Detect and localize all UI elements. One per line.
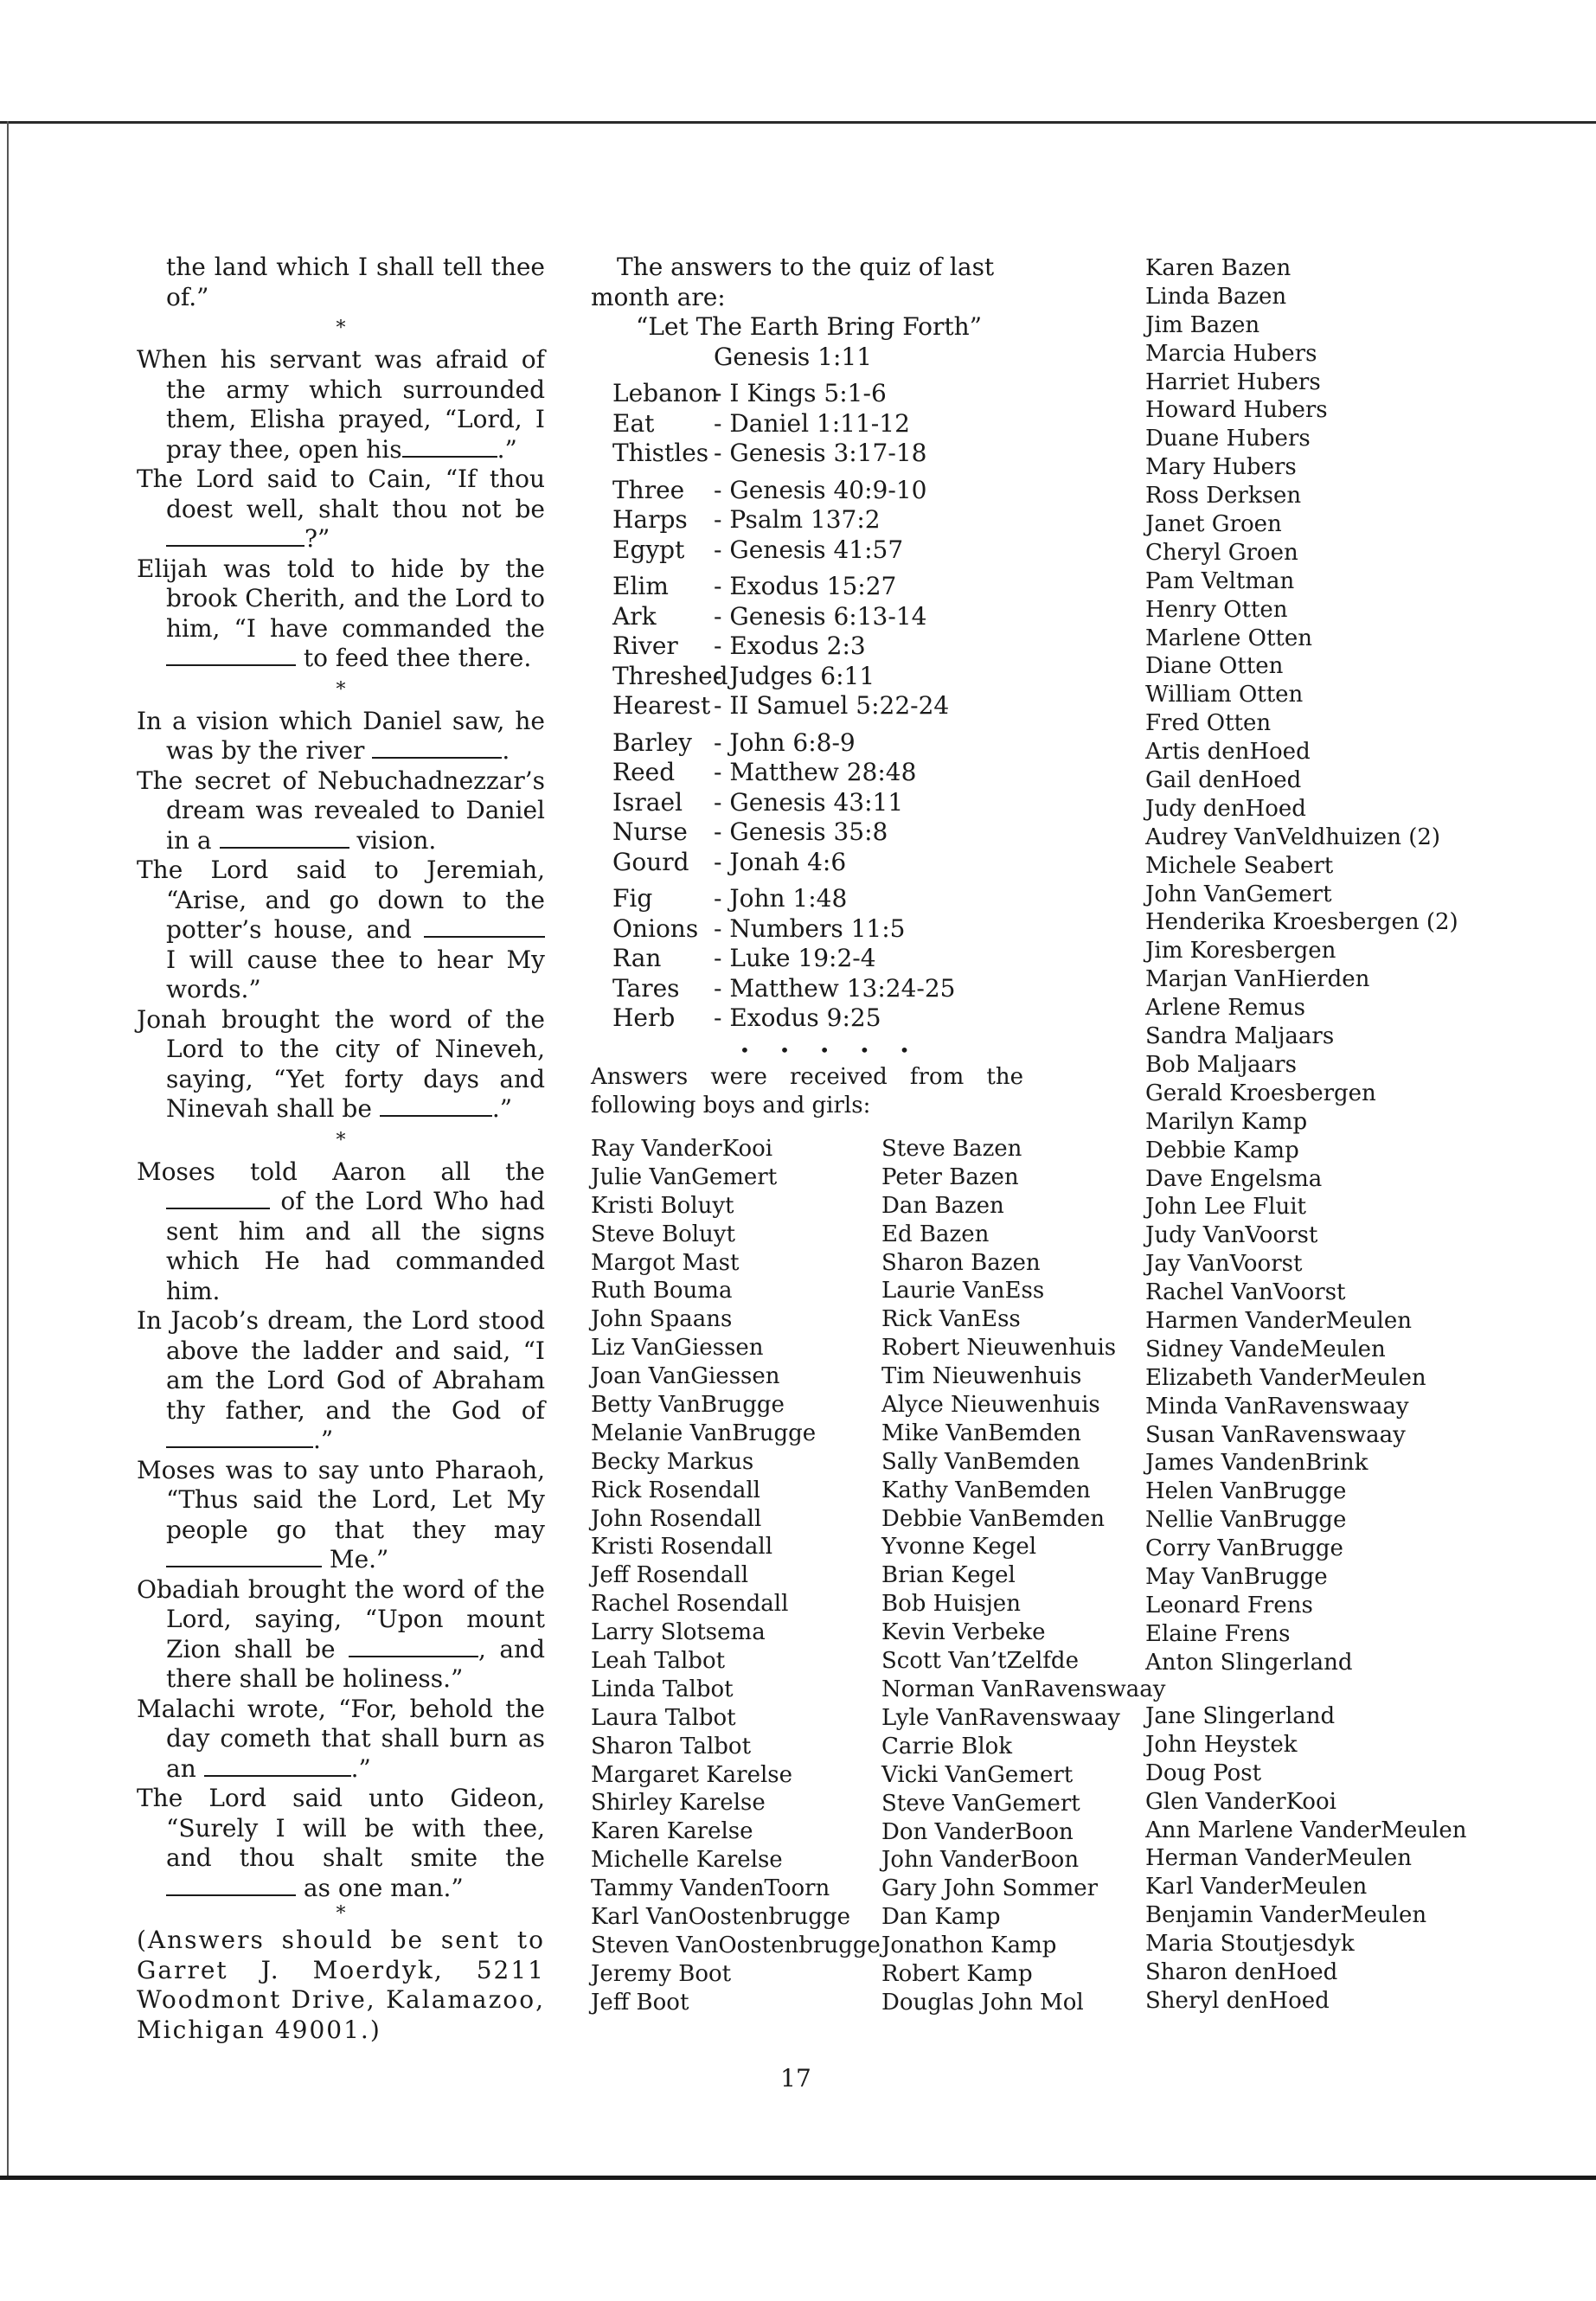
list-item: Ray VanderKooi [591,1136,773,1162]
answer-reference: - Matthew 28:48 [714,758,917,786]
list-item: Dan Kamp [881,1904,1001,1931]
answer-row [591,884,1144,914]
list-item: James VandenBrink [1145,1450,1368,1477]
answer-reference: - John 6:8-9 [714,727,856,757]
separator-dots: • • • • • [740,1039,922,1061]
list-item: Gerald Kroesbergen [1145,1080,1376,1106]
answer-row [591,476,1144,506]
answer-word: Thistles [612,439,709,467]
answer-group [591,728,1144,878]
answer-row [591,662,1144,692]
quiz-question: Moses told Aaron all the of the Lord Who had sent him and all the signs which He had commanded him. [137,1157,545,1305]
answer-row [591,535,1144,566]
answer-row [591,944,1144,974]
quiz-question: The Lord said unto Gideon, “Surely I will be with thee, and thou shalt smite the as one man.” [137,1784,545,1902]
list-item: Mike VanBemden [881,1420,1081,1446]
answer-word: Egypt [612,535,685,564]
separator-star: * [336,1129,346,1151]
list-item: Kristi Rosendall [591,1534,773,1561]
answer-word: Herb [612,1003,676,1032]
answer-row [591,914,1144,945]
list-item: Henry Otten [1145,596,1288,623]
answer-reference: - Genesis 41:57 [714,535,904,564]
answer-row [591,409,1144,439]
list-item: Rick Rosendall [591,1477,760,1503]
answer-word: Elim [612,572,669,600]
question-fragment: the land which I shall tell thee of.” [166,253,545,311]
answer-word: Ark [612,601,657,631]
answer-word: Threshed [612,661,728,690]
list-item: Artis denHoed [1145,739,1311,766]
list-item: Bob Huisjen [881,1591,1021,1618]
answer-row [591,602,1144,632]
list-item: Rachel VanVoorst [1145,1279,1346,1306]
list-item: Glen VanderKooi [1145,1788,1336,1815]
answer-reference: - Luke 19:2-4 [714,944,876,972]
list-item: Leonard Frens [1145,1592,1313,1618]
answers-intro: The answers to the quiz of last [617,253,995,281]
list-item: William Otten [1145,682,1304,708]
answer-row [591,974,1144,1004]
list-item: Laura Talbot [591,1704,736,1731]
separator-star: * [336,317,346,339]
answer-reference: - John 1:48 [714,884,848,913]
list-item: Rachel Rosendall [591,1591,789,1618]
answer-blank [204,1759,351,1777]
quiz-question: In Jacob’s dream, the Lord stood above the ladder and said, “I am the Lord God of Abraham thy father, and the God of .” [137,1306,545,1454]
names-list-d [1145,1702,1466,2016]
list-item: Ruth Bouma [591,1278,733,1304]
answer-reference: - Genesis 3:17-18 [714,439,927,467]
list-item: Melanie VanBrugge [591,1420,817,1446]
list-item: Ed Bazen [881,1221,990,1247]
list-item: Vicki VanGemert [881,1761,1074,1788]
list-item: John Rosendall [591,1505,762,1532]
answer-word: Lebanon [612,379,719,407]
list-item: Ross Derksen [1145,483,1302,510]
list-item: Dave Engelsma [1145,1165,1323,1192]
quiz-question: The Lord said to Jeremiah, “Arise, and go down to the potter’s house, and I will cause thee to hear My words.” [137,856,545,1003]
answer-row [591,505,1144,535]
list-item: Jeff Rosendall [591,1562,749,1589]
list-item: Maria Stoutjesdyk [1145,1931,1355,1958]
answers-intro-cont: month are: [591,282,726,311]
scan-margin-top [0,0,1596,121]
list-item: Michele Seabert [1145,852,1334,879]
list-item: Nellie VanBrugge [1145,1507,1347,1534]
names-list-a [591,1135,881,2017]
list-item: Sharon denHoed [1145,1959,1338,1986]
answer-reference: - Psalm 137:2 [714,505,881,534]
list-item: Harriet Hubers [1145,369,1321,395]
answer-reference: - Numbers 11:5 [714,913,906,943]
list-item: Corry VanBrugge [1145,1535,1343,1562]
list-item: Julie VanGemert [591,1163,778,1190]
quiz-question: In a vision which Daniel saw, he was by the river . [137,706,545,765]
list-item: Kathy VanBemden [881,1477,1091,1503]
quiz-question: When his servant was afraid of the army which surrounded them, Elisha prayed, “Lord, I pray thee, open his .” [137,345,545,464]
list-item: Becky Markus [591,1448,754,1475]
answer-row [591,439,1144,469]
list-item: Gary John Sommer [881,1875,1099,1902]
list-item: Marjan VanHierden [1145,966,1370,993]
list-item: Margot Mast [591,1249,740,1276]
list-item: Duane Hubers [1145,426,1311,452]
list-item: Gail denHoed [1145,767,1302,794]
answer-reference: - I Kings 5:1-6 [714,379,887,407]
answer-word: Tares [612,973,680,1003]
answer-row [591,788,1144,818]
list-item: Larry Slotsema [591,1619,766,1646]
list-item: Jonathon Kamp [881,1932,1057,1959]
quiz-question: Moses was to say unto Pharaoh, “Thus said the Lord, Let My people go that they may Me.” [137,1455,545,1574]
answer-group [591,884,1144,1034]
list-item: Sandra Maljaars [1145,1023,1335,1050]
list-item: Scott Van’tZelfde [881,1648,1079,1675]
answer-row [591,848,1144,878]
list-item: Karl VanderMeulen [1145,1874,1368,1900]
list-item: Alyce Nieuwenhuis [881,1392,1100,1419]
list-item: Don VanderBoon [881,1818,1074,1845]
names-list-b [881,1135,1116,1676]
answer-word: Eat [612,408,655,438]
list-item: Pam Veltman [1145,567,1295,594]
answer-blank [166,1431,313,1448]
names-list-c [1145,254,1458,1677]
list-item: Jeff Boot [591,1989,689,2016]
answer-blank [220,831,349,849]
list-item: Brian Kegel [881,1562,1016,1589]
list-item: John VanderBoon [881,1847,1080,1874]
list-item: Harmen VanderMeulen [1145,1307,1412,1334]
list-item: Sally VanBemden [881,1448,1080,1475]
list-item: Marlene Otten [1145,625,1312,651]
list-item: Shirley Karelse [591,1790,766,1817]
page-number: 17 [780,2064,811,2093]
list-item: May VanBrugge [1145,1563,1328,1590]
list-item: Linda Bazen [1145,283,1287,310]
list-item: Jane Slingerland [1145,1703,1336,1729]
answer-blank [166,529,304,547]
list-item: John Heystek [1145,1731,1298,1758]
answer-reference: - Exodus 2:3 [714,631,866,660]
list-item: Peter Bazen [881,1163,1019,1190]
list-item: Margaret Karelse [591,1761,793,1788]
list-item: Ann Marlene VanderMeulen [1145,1817,1467,1843]
answer-reference: - Exodus 15:27 [714,572,897,600]
list-item: Minda VanRavenswaay [1145,1393,1409,1420]
list-item: Herman VanderMeulen [1145,1845,1412,1872]
answer-blank [372,741,502,759]
answer-reference: - Judges 6:11 [714,661,875,690]
list-item: Douglas John Mol [881,1989,1084,2016]
list-item: Cheryl Groen [1145,539,1298,566]
answer-reference: - II Samuel 5:22-24 [714,691,950,720]
list-item: Elizabeth VanderMeulen [1145,1364,1426,1391]
answer-group [591,476,1144,566]
answer-reference: - Matthew 13:24-25 [714,973,956,1003]
answer-word: River [612,631,678,660]
answer-word: Gourd [612,847,689,876]
answer-blank [402,440,497,458]
answer-word: Three [612,475,685,504]
list-item: John Spaans [591,1306,733,1333]
answer-word: Nurse [612,817,688,846]
answer-blank [166,1879,296,1896]
quiz-question: Jonah brought the word of the Lord to the city of Nineveh, saying, “Yet forty days and Ninevah shall be .” [137,1004,545,1123]
answer-row [591,379,1144,409]
list-item: Jeremy Boot [591,1960,732,1987]
answer-reference: - Exodus 9:25 [714,1003,881,1032]
quiz-title: “Let The Earth Bring Forth” [636,312,983,341]
list-item: Janet Groen [1145,511,1282,538]
list-item: Diane Otten [1145,653,1284,680]
list-item: Lyle VanRavenswaay [881,1705,1120,1731]
answer-group [591,379,1144,469]
list-item: Robert Nieuwenhuis [881,1335,1117,1362]
answer-blank [424,920,545,938]
list-item: Joan VanGiessen [591,1363,780,1390]
list-item: Karen Karelse [591,1818,753,1845]
list-item: Laurie VanEss [881,1278,1045,1304]
list-item: Mary Hubers [1145,454,1297,481]
list-item: Susan VanRavenswaay [1145,1421,1406,1448]
answer-reference: - Daniel 1:11-12 [714,408,910,438]
received-intro: Answers were received from the following boys and girls: [591,1063,1023,1118]
answer-word: Reed [612,758,676,786]
list-item: Michelle Karelse [591,1847,783,1874]
list-item: Marilyn Kamp [1145,1108,1308,1135]
answer-blank [349,1640,478,1657]
list-item: Yvonne Kegel [881,1534,1037,1561]
list-item: Kevin Verbeke [881,1619,1046,1646]
list-item: Debbie Kamp [1145,1137,1299,1163]
quiz-questions-column [137,253,545,2045]
quiz-question: The Lord said to Cain, “If thou doest well, shalt thou not be ?” [137,465,545,553]
quiz-reference: Genesis 1:11 [714,342,873,371]
answer-reference: - Genesis 35:8 [714,817,888,846]
answer-word: Onions [612,913,699,943]
mailing-address: (Answers should be sent to Garret J. Moerdyk, 5211 Woodmont Drive, Kalamazoo, Michigan 49001.) [137,1926,545,2044]
list-item: Jay VanVoorst [1145,1251,1303,1278]
list-item: Henderika Kroesbergen (2) [1145,909,1458,936]
answer-reference: - Genesis 43:11 [714,787,904,817]
answer-word: Israel [612,787,683,817]
list-item: Judy VanVoorst [1145,1222,1318,1249]
quiz-question: Elijah was told to hide by the brook Cherith, and the Lord to him, “I have commanded the to feed thee there. [137,554,545,672]
list-item: Judy denHoed [1145,795,1306,822]
list-item: Liz VanGiessen [591,1335,764,1362]
answer-row [591,728,1144,759]
answer-word: Fig [612,884,653,913]
list-item: Helen VanBrugge [1145,1478,1347,1505]
answer-word: Barley [612,727,692,757]
answer-row [591,572,1144,602]
page-edge-top [0,121,1596,124]
list-item: Fred Otten [1145,710,1272,737]
list-item: Doug Post [1145,1759,1262,1786]
page-edge-left [7,121,9,2178]
list-item: Betty VanBrugge [591,1392,785,1419]
list-item: Audrey VanVeldhuizen (2) [1145,824,1441,850]
answers-column [591,253,1144,1120]
answer-word: Ran [612,944,662,972]
list-item: John VanGemert [1145,881,1332,907]
separator-star: * [336,678,346,701]
list-item: Steven VanOostenbrugge [591,1932,881,1958]
list-item: Rick VanEss [881,1306,1021,1333]
list-item: Karl VanOostenbrugge [591,1904,850,1931]
list-item: Jim Bazen [1145,311,1260,338]
quiz-question: Obadiah brought the word of the Lord, saying, “Upon mount Zion shall be , and there shall be holiness.” [137,1574,546,1693]
list-item: Carrie Blok [881,1733,1013,1759]
list-item: Sheryl denHoed [1145,1987,1330,2014]
list-item: Benjamin VanderMeulen [1145,1902,1427,1929]
list-item: Anton Slingerland [1145,1649,1353,1676]
quiz-question: Malachi wrote, “For, behold the day cometh that shall burn as an .” [137,1694,545,1783]
list-item: Tim Nieuwenhuis [881,1363,1082,1390]
list-item: Karen Bazen [1145,255,1292,281]
answer-reference: - Genesis 40:9-10 [714,475,927,504]
list-item: Steve Bazen [881,1136,1022,1162]
answer-blank [380,1099,492,1117]
list-item: Norman VanRavenswaay [881,1676,1166,1702]
list-item: Arlene Remus [1145,995,1306,1022]
list-item: Debbie VanBemden [881,1505,1106,1532]
answer-blank [166,1192,270,1209]
answer-row [591,1003,1144,1034]
list-item: Bob Maljaars [1145,1051,1297,1078]
list-item: Marcia Hubers [1145,340,1317,367]
names-list-b2 [881,1704,1120,2017]
list-item: Linda Talbot [591,1676,734,1702]
answer-word: Harps [612,505,688,534]
list-item: Sidney VandeMeulen [1145,1336,1386,1362]
quiz-question: The secret of Nebuchadnezzar’s dream was revealed to Daniel in a vision. [137,766,545,855]
list-item: John Lee Fluit [1145,1194,1306,1221]
answer-blank [166,649,296,666]
list-item: Leah Talbot [591,1648,726,1675]
list-item: Howard Hubers [1145,397,1328,424]
separator-star: * [336,1903,346,1925]
answer-blank [166,1550,322,1567]
page-edge-bottom [0,2176,1596,2180]
answer-word: Hearest [612,691,711,720]
answer-row [591,817,1144,848]
list-item: Sharon Talbot [591,1733,752,1759]
list-item: Tammy VandenToorn [591,1875,830,1902]
list-item: Sharon Bazen [881,1249,1041,1276]
answer-reference: - Genesis 6:13-14 [714,601,927,631]
list-item: Robert Kamp [881,1961,1033,1988]
list-item: Jim Koresbergen [1145,938,1336,965]
answer-row [591,758,1144,788]
answer-group [591,572,1144,721]
answer-row [591,691,1144,721]
answer-key [591,379,1144,1034]
answer-reference: - Jonah 4:6 [714,847,847,876]
list-item: Kristi Boluyt [591,1192,734,1219]
list-item: Steve VanGemert [881,1790,1080,1817]
list-item: Steve Boluyt [591,1221,735,1247]
answer-row [591,631,1144,662]
list-item: Elaine Frens [1145,1620,1291,1647]
list-item: Dan Bazen [881,1192,1004,1219]
